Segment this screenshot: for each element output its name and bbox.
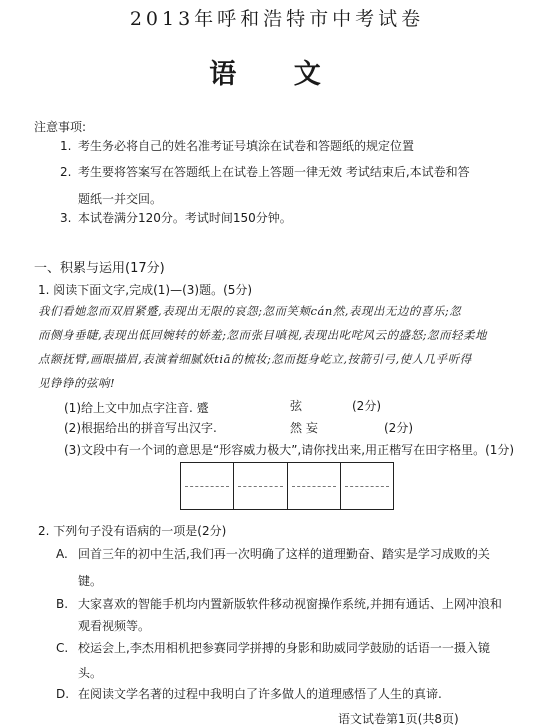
section-heading: 一、积累与运用(17分) [34,261,165,276]
option-text: 在阅读文学名著的过程中我明白了许多做人的道理感悟了人生的真谛. [78,687,442,701]
notice-heading: 注意事项: [34,120,87,134]
answer-grid[interactable] [180,462,394,510]
notice-item [60,206,530,230]
option-continuation: 头。 [78,666,103,680]
sub-question-2: (2)根据给出的拼音写出汉字. [64,421,217,435]
option-b [56,592,546,616]
notice-number: 1. [60,139,72,153]
notice-text: 考生要将答案写在答题纸上在试卷上答题一律无效 考试结束后,本试卷和答 [78,165,470,179]
page-footer: 语文试卷第1页(共8页) [338,712,459,726]
passage-line: 而侧身垂睫,表现出低回婉转的娇羞;忽而张目嗔视,表现出叱咤风云的盛怒;忽而轻柔地 [38,328,488,342]
option-c [56,636,546,660]
question-2-stem: 2. 下列句子没有语病的一项是(2分) [38,524,227,538]
notice-number: 2. [60,165,72,179]
sub-question-2-score: (2分) [384,421,413,435]
option-label: C. [56,641,69,655]
notice-continuation: 题纸一并交回。 [78,192,163,206]
option-continuation: 观看视频等。 [78,619,151,633]
answer-grid-cell[interactable] [288,463,341,509]
sub-question-1-char: 弦 [290,399,303,413]
notice-item [60,134,530,158]
passage-line: 见铮铮的弦响! [38,376,116,390]
option-text: 校运会上,李杰用相机把参赛同学拼搏的身影和助威同学鼓励的话语一一摄入镜 [78,641,490,655]
option-d [56,682,546,706]
passage-line: 我们看她忽而双眉紧蹙,表现出无限的哀怨;忽而笑颊cán然,表现出无边的喜乐;忽 [38,304,462,318]
sub-question-2-chars: 然 妄 [290,421,318,435]
option-label: D. [56,687,70,701]
option-label: A. [56,547,68,561]
sub-question-1: (1)给上文中加点字注音. 蹙 [64,401,209,415]
option-text: 大家喜欢的智能手机均内置新版软件移动视窗操作系统,并拥有通话、上网冲浪和 [78,597,502,611]
notice-text: 考生务必将自己的姓名准考证号填涂在试卷和答题纸的规定位置 [78,139,415,153]
answer-grid-cell[interactable] [234,463,287,509]
passage-line: 点额抚臂,画眼描眉,表演着细腻妖tiā的梳妆;忽而挺身屹立,按箭引弓,使人几乎听得 [38,352,472,366]
subject-title: 语 文 [209,59,345,90]
option-a [56,542,546,566]
notice-item [60,160,530,184]
option-continuation: 键。 [78,574,103,588]
notice-number: 3. [60,211,72,225]
sub-question-1-score: (2分) [352,399,381,413]
question-1-stem: 1. 阅读下面文字,完成(1)—(3)题。(5分) [38,283,253,297]
option-text: 回首三年的初中生活,我们再一次明确了这样的道理勤奋、踏实是学习成败的关 [78,547,490,561]
option-label: B. [56,597,69,611]
sub-question-3: (3)文段中有一个词的意思是“形容威力极大”,请你找出来,用正楷写在田字格里。(1分) [64,443,515,457]
answer-grid-cell[interactable] [181,463,234,509]
exam-title: 2013年呼和浩特市中考试卷 [129,8,425,30]
notice-text: 本试卷满分120分。考试时间150分钟。 [78,211,292,225]
answer-grid-cell[interactable] [341,463,393,509]
